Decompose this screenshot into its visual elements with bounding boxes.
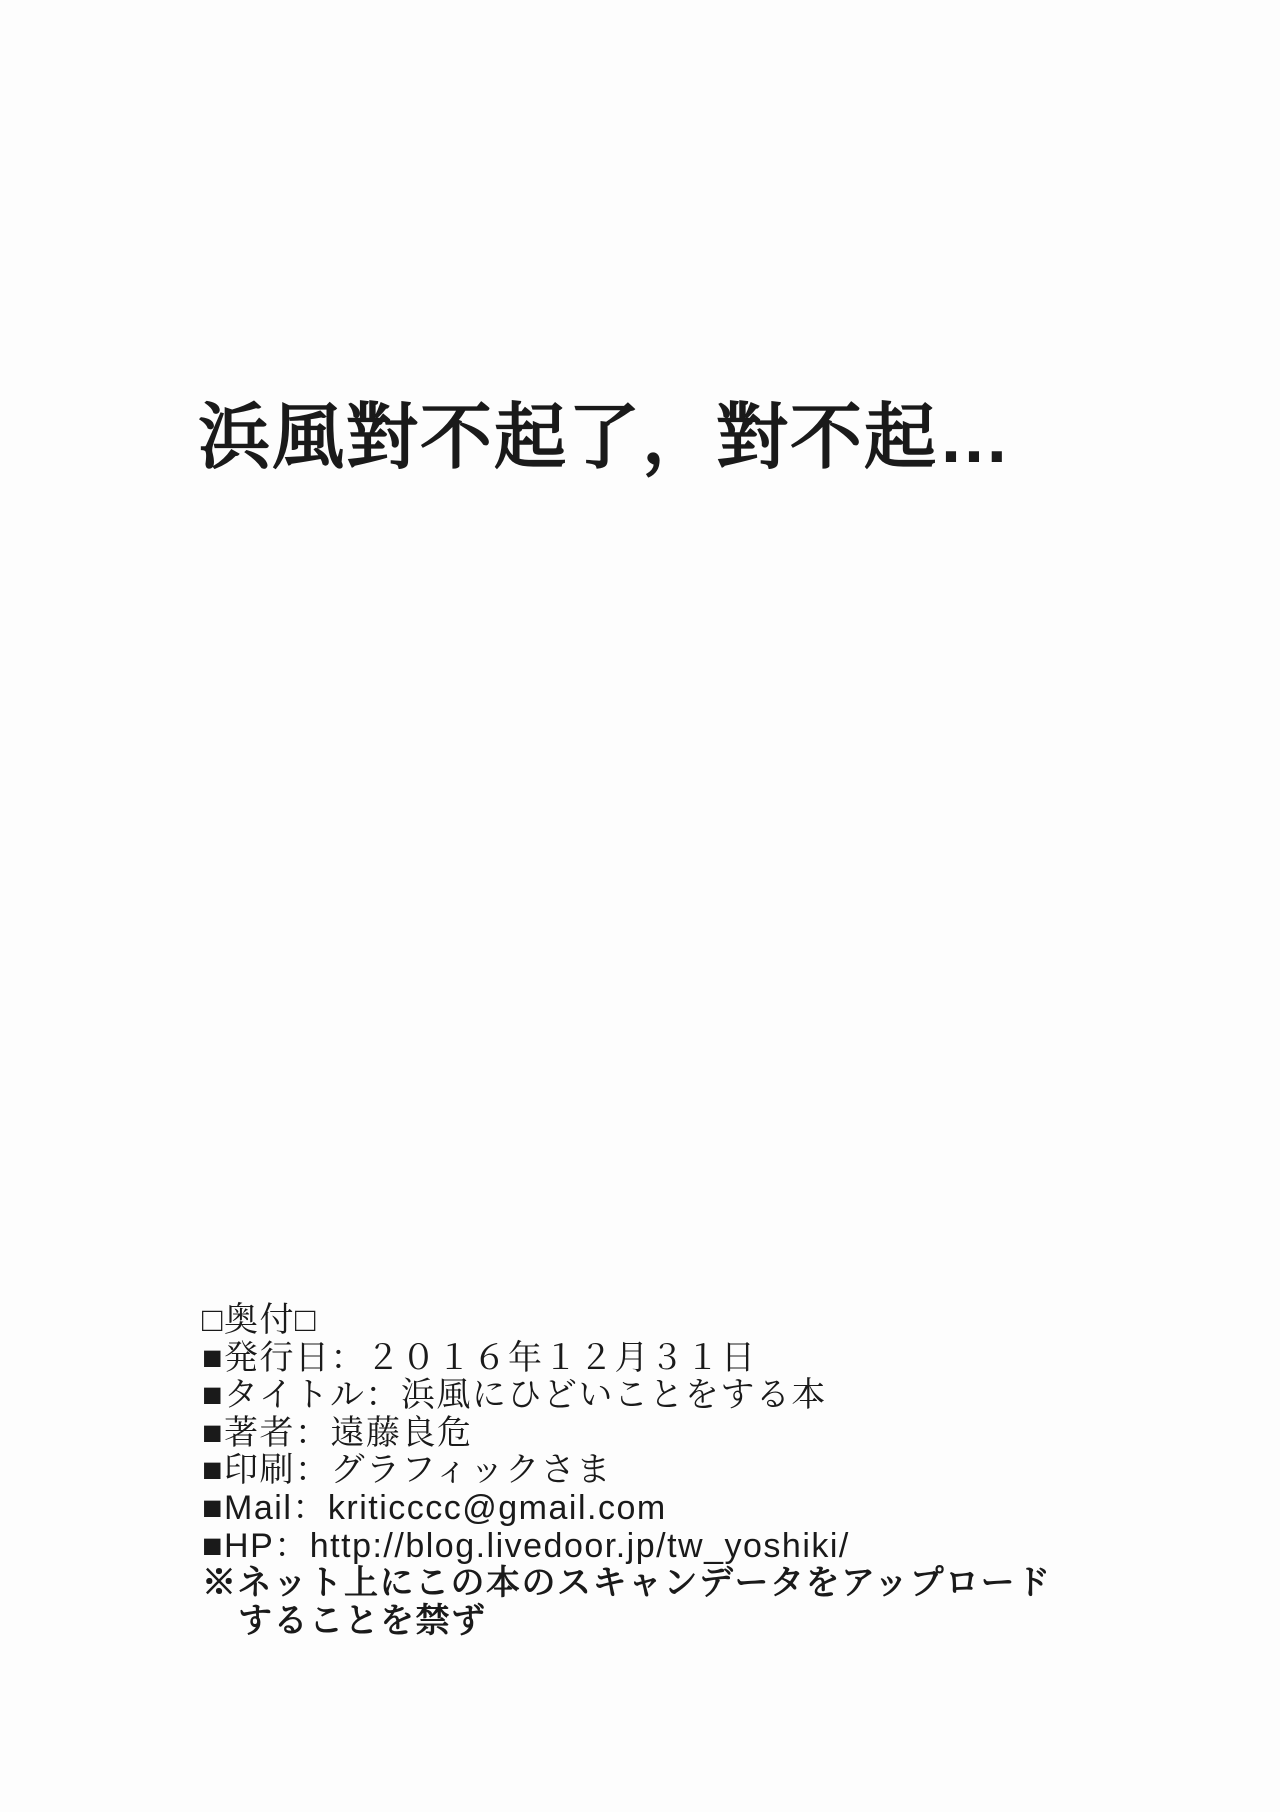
colophon-author: ■著者：遠藤良危: [202, 1413, 473, 1452]
scan-prohibition-note-line1: ※ネット上にこの本のスキャンデータをアップロード: [202, 1565, 1052, 1603]
page-title: 浜風對不起了，對不起…: [198, 398, 1013, 478]
colophon-title: ■タイトル：浜風にひどいことをする本: [202, 1376, 827, 1415]
scan-prohibition-note-line2: することを禁ず: [238, 1602, 487, 1640]
colophon-printer: ■印刷：グラフィックさま: [202, 1451, 612, 1490]
colophon-block: [202, 1302, 1052, 1640]
colophon-mail: ■Mail：kriticccc@gmail.com: [202, 1488, 667, 1527]
colophon-header: □奥付□: [202, 1301, 318, 1339]
colophon-homepage: ■HP：http://blog.livedoor.jp/tw_yoshiki/: [202, 1526, 850, 1565]
colophon-publication-date: ■発行日：２０１６年１２月３１日: [202, 1338, 757, 1377]
